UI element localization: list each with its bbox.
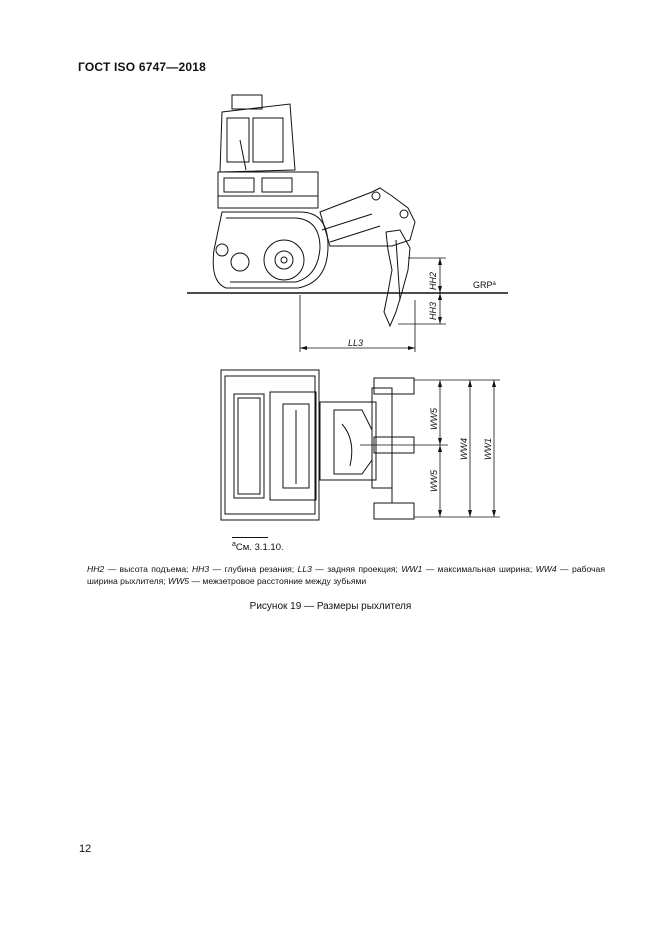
legend-symbol: LL3 bbox=[297, 564, 312, 574]
legend-text: — задняя проекция; bbox=[311, 564, 402, 574]
legend-text: — рабочая ширина рыхлителя; bbox=[87, 564, 605, 586]
footnote-rule bbox=[232, 537, 268, 538]
tooth-top bbox=[374, 378, 414, 394]
label-ww1: WW1 bbox=[483, 438, 493, 460]
label-ww4: WW4 bbox=[459, 438, 469, 460]
legend-symbol: HH3 bbox=[191, 564, 210, 574]
legend-symbol: WW5 bbox=[168, 576, 190, 586]
machine-body bbox=[218, 172, 318, 208]
legend-text: — высота подъема; bbox=[104, 564, 192, 574]
label-ll3: LL3 bbox=[348, 338, 364, 348]
ripper-beam-top bbox=[320, 402, 376, 480]
tooth-bottom bbox=[374, 503, 414, 519]
svg-text:GRPa bbox=[473, 280, 497, 290]
sprocket bbox=[264, 240, 304, 280]
legend-text: — глубина резания; bbox=[209, 564, 298, 574]
legend-text: — максимальная ширина; bbox=[422, 564, 536, 574]
symbol-legend bbox=[87, 563, 605, 587]
label-hh3: HH3 bbox=[428, 301, 438, 320]
label-ww5-bottom: WW5 bbox=[429, 470, 439, 492]
legend-symbol: HH2 bbox=[87, 564, 105, 574]
page-number: 12 bbox=[79, 843, 92, 855]
document-header: ГОСТ ISO 6747—2018 bbox=[78, 60, 207, 74]
legend-symbol: WW1 bbox=[401, 564, 423, 574]
footnote-text: См. 3.1.10. bbox=[235, 542, 284, 554]
label-hh2: HH2 bbox=[428, 271, 438, 290]
label-grp: GRP bbox=[473, 280, 493, 290]
footnote-mark: a bbox=[232, 541, 236, 548]
figure-caption: Рисунок 19 — Размеры рыхлителя bbox=[249, 601, 412, 612]
footnote bbox=[232, 541, 284, 553]
legend-text: — межзетровое расстояние между зубьями bbox=[189, 576, 367, 586]
label-grp-sup: a bbox=[492, 281, 496, 287]
legend-symbol: WW4 bbox=[535, 564, 557, 574]
label-ww5-top: WW5 bbox=[429, 408, 439, 430]
